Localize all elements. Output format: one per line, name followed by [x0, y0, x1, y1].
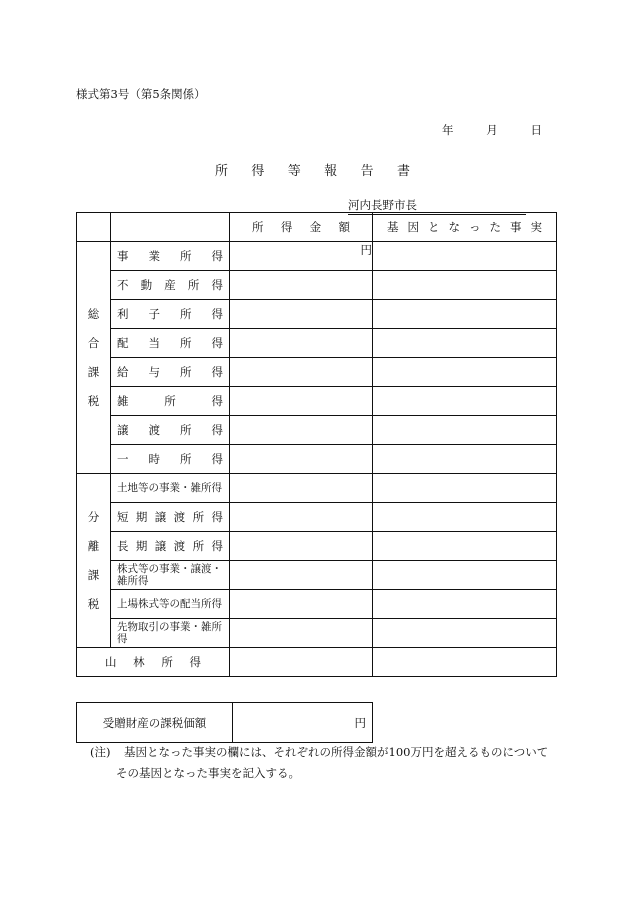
- basis-field[interactable]: [373, 619, 557, 648]
- row-label-occasional-income: [111, 445, 230, 474]
- table-row: [77, 329, 557, 358]
- table-row: [77, 474, 557, 503]
- header-char: っ: [469, 220, 481, 234]
- label-char: 所: [180, 452, 192, 466]
- row-label-transfer-income: [111, 416, 230, 445]
- label-char: 産: [164, 278, 176, 292]
- amount-field[interactable]: [230, 532, 373, 561]
- basis-field[interactable]: [373, 329, 557, 358]
- group-char: 合: [87, 335, 100, 350]
- header-blank: [111, 213, 230, 242]
- row-label-salary-income: [111, 358, 230, 387]
- label-char: 渡: [173, 510, 186, 524]
- label-char: 得: [211, 278, 223, 292]
- label-char: 得: [211, 365, 223, 379]
- basis-field[interactable]: [373, 387, 557, 416]
- addressee: 河内長野市長: [348, 197, 526, 215]
- label-char: 所: [164, 394, 176, 408]
- label-char: 短: [117, 510, 129, 524]
- amount-field[interactable]: [230, 619, 373, 648]
- label-char: 所: [180, 307, 192, 321]
- label-char: 所: [187, 278, 200, 292]
- table-row: [77, 619, 557, 648]
- group-char: 総: [87, 306, 100, 321]
- label-char: 得: [211, 249, 223, 263]
- header-char: 基: [387, 220, 399, 234]
- table-row: [77, 445, 557, 474]
- label-char: 得: [211, 539, 223, 553]
- header-char: 因: [407, 220, 419, 234]
- table-row: [77, 271, 557, 300]
- form-number: 様式第3号（第5条関係）: [76, 87, 206, 101]
- row-label-misc-income: [111, 387, 230, 416]
- amount-field[interactable]: [230, 561, 373, 590]
- gift-value-box: [76, 702, 373, 741]
- label-char: 山: [105, 655, 117, 669]
- table-row: [77, 648, 557, 677]
- title-char: 書: [396, 164, 410, 179]
- title-char: 告: [360, 164, 374, 179]
- label-char: 事: [117, 249, 129, 263]
- amount-field[interactable]: [230, 271, 373, 300]
- label-char: 子: [148, 307, 160, 321]
- basis-field[interactable]: [373, 300, 557, 329]
- note-tag: (注): [90, 745, 111, 759]
- amount-field[interactable]: [230, 474, 373, 503]
- amount-field[interactable]: [230, 358, 373, 387]
- label-char: 林: [133, 655, 145, 669]
- label-char: 渡: [173, 539, 186, 553]
- date-line: [442, 122, 542, 138]
- note-line-2: その基因となった事実を記入する。: [116, 766, 300, 780]
- row-label-real-estate-income: [111, 271, 230, 300]
- basis-field[interactable]: [373, 271, 557, 300]
- label-char: 得: [189, 655, 201, 669]
- header-char: 金: [309, 220, 322, 234]
- label-char: 業: [148, 249, 160, 263]
- row-label-forestry-income: [77, 648, 230, 677]
- row-label-business-income: [111, 242, 230, 271]
- label-char: 所: [161, 655, 173, 669]
- label-char: 給: [117, 365, 129, 379]
- label-char: 一: [117, 452, 129, 466]
- label-char: 譲: [154, 510, 167, 524]
- group-char: 課: [87, 364, 100, 379]
- note-line-1: 基因となった事実の欄には、それぞれの所得金額が100万円を超えるものについて: [124, 745, 549, 759]
- label-char: 所: [180, 365, 192, 379]
- income-table: [76, 212, 556, 684]
- basis-field[interactable]: [373, 648, 557, 677]
- basis-field[interactable]: [373, 590, 557, 619]
- footnote: [90, 742, 560, 784]
- label-char: 動: [140, 278, 153, 292]
- label-char: 渡: [148, 423, 160, 437]
- label-char: 時: [148, 452, 160, 466]
- basis-field[interactable]: [373, 532, 557, 561]
- table-row: [77, 503, 557, 532]
- label-char: 与: [148, 365, 160, 379]
- group-char: 税: [87, 596, 100, 611]
- title-char: 所: [215, 164, 229, 179]
- amount-field[interactable]: [230, 387, 373, 416]
- label-char: 得: [211, 336, 223, 350]
- amount-field[interactable]: [230, 590, 373, 619]
- header-char: 得: [280, 220, 293, 234]
- amount-field[interactable]: [230, 416, 373, 445]
- table-row: [77, 561, 557, 590]
- row-label-land-income: 土地等の事業・雑所得: [111, 474, 230, 503]
- label-char: 譲: [154, 539, 167, 553]
- label-char: 得: [211, 423, 223, 437]
- title-char: 等: [287, 164, 301, 179]
- amount-field[interactable]: [230, 242, 373, 271]
- label-char: 不: [117, 278, 129, 292]
- amount-field[interactable]: [230, 300, 373, 329]
- label-char: 所: [180, 336, 192, 350]
- group-char: 分: [87, 509, 100, 524]
- group-separate-taxation: [77, 474, 111, 648]
- gift-value-label: 受贈財産の課税価額: [77, 703, 233, 743]
- row-label-short-term-transfer: [111, 503, 230, 532]
- yen-unit: 円: [360, 243, 372, 257]
- label-char: 所: [192, 539, 205, 553]
- basis-field[interactable]: [373, 358, 557, 387]
- label-char: 譲: [117, 423, 129, 437]
- label-char: 期: [135, 539, 148, 553]
- header-row: [77, 213, 557, 242]
- label-char: 得: [211, 307, 223, 321]
- basis-field[interactable]: [373, 561, 557, 590]
- table-row: [77, 358, 557, 387]
- header-char: 事: [510, 220, 522, 234]
- table-row: [77, 242, 557, 271]
- month-label: 月: [486, 123, 498, 137]
- basis-field[interactable]: [373, 474, 557, 503]
- amount-field[interactable]: [230, 503, 373, 532]
- basis-field[interactable]: [373, 503, 557, 532]
- day-label: 日: [530, 123, 542, 137]
- table-row: [77, 590, 557, 619]
- row-label-futures-income: 先物取引の事業・雑所得: [111, 619, 230, 648]
- row-label-stock-income: 株式等の事業・譲渡・雑所得: [111, 561, 230, 590]
- label-char: 得: [211, 452, 223, 466]
- form-title: [215, 160, 410, 179]
- header-char: と: [428, 220, 440, 234]
- header-income-amount: [230, 213, 373, 242]
- label-char: 所: [192, 510, 205, 524]
- title-char: 報: [324, 164, 338, 179]
- row-label-dividend-income: [111, 329, 230, 358]
- group-char: 離: [87, 538, 100, 553]
- header-char: 所: [252, 220, 264, 234]
- gift-value-field[interactable]: [233, 703, 373, 743]
- label-char: 得: [211, 394, 223, 408]
- label-char: 長: [117, 539, 129, 553]
- header-char: た: [489, 220, 501, 234]
- row-label-long-term-transfer: [111, 532, 230, 561]
- header-char: 額: [338, 220, 350, 234]
- basis-field[interactable]: [373, 416, 557, 445]
- header-char: 実: [530, 220, 542, 234]
- yen-unit: 円: [354, 715, 366, 730]
- basis-field[interactable]: [373, 445, 557, 474]
- label-char: 当: [148, 336, 160, 350]
- title-char: 得: [251, 164, 265, 179]
- label-char: 所: [180, 249, 192, 263]
- label-char: 配: [117, 336, 129, 350]
- amount-field[interactable]: [230, 445, 373, 474]
- year-label: 年: [442, 123, 454, 137]
- group-char: 税: [87, 393, 100, 408]
- header-char: な: [448, 220, 460, 234]
- row-label-interest-income: [111, 300, 230, 329]
- label-char: 利: [117, 307, 129, 321]
- table-row: [77, 300, 557, 329]
- label-char: 期: [135, 510, 148, 524]
- table-row: [77, 387, 557, 416]
- basis-field[interactable]: [373, 242, 557, 271]
- row-label-listed-stock-dividend: 上場株式等の配当所得: [111, 590, 230, 619]
- group-general-taxation: [77, 242, 111, 474]
- header-basis-fact: [373, 213, 557, 242]
- group-char: 課: [87, 567, 100, 582]
- header-blank: [77, 213, 111, 242]
- amount-field[interactable]: [230, 648, 373, 677]
- label-char: 所: [180, 423, 192, 437]
- amount-field[interactable]: [230, 329, 373, 358]
- table-row: [77, 532, 557, 561]
- label-char: 雑: [117, 394, 129, 408]
- label-char: 得: [211, 510, 223, 524]
- table-row: [77, 416, 557, 445]
